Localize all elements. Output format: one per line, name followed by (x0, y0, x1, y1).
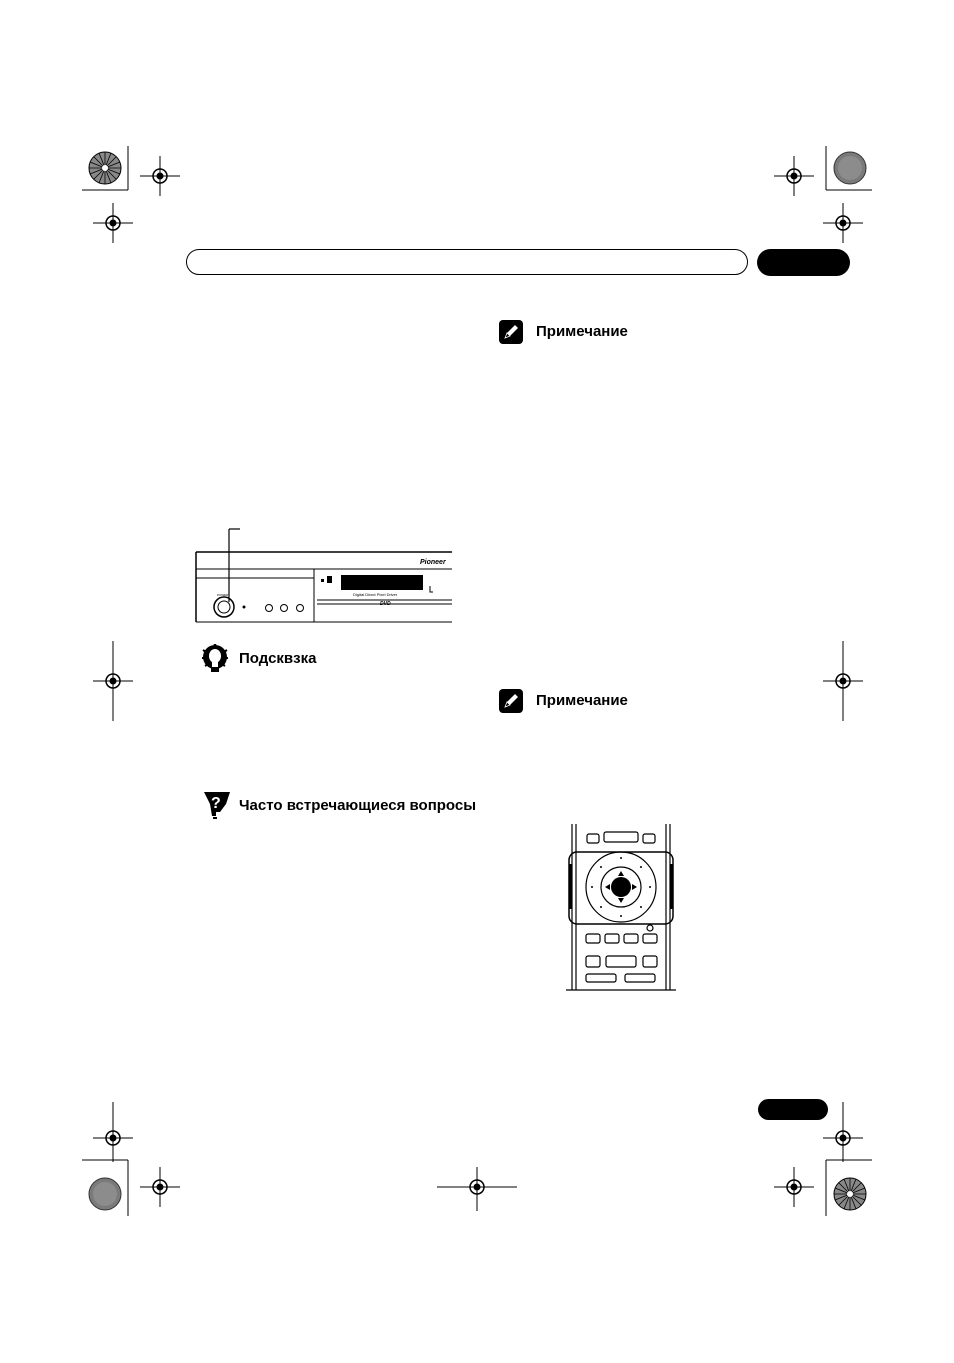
chapter-tab (757, 249, 850, 276)
registration-mark-tl1 (140, 156, 180, 196)
svg-text:?: ? (211, 795, 221, 812)
starburst-target-tl (88, 151, 122, 185)
panel-brand-logo: Pioneer (420, 559, 446, 566)
registration-mark-tr2 (823, 203, 863, 243)
gray-target-tr (833, 151, 867, 185)
panel-format-logo: DVD (380, 601, 391, 607)
tip-heading: Подсквзка (239, 650, 317, 667)
panel-display-caption: Digital Direct Pixel Driver (353, 592, 398, 597)
registration-mark-bc (437, 1167, 517, 1211)
pencil-note-icon (499, 689, 523, 713)
faq-heading: Часто встречающиеся вопросы (239, 797, 477, 814)
pencil-note-icon (499, 320, 523, 344)
registration-mark-ml (93, 641, 133, 721)
lightbulb-icon (201, 644, 229, 674)
registration-mark-tr1 (774, 156, 814, 196)
player-front-panel-illustration (196, 524, 456, 624)
question-head-icon (202, 790, 232, 820)
registration-mark-br2 (774, 1167, 814, 1207)
registration-mark-mr (823, 641, 863, 721)
note-heading-2: Примечание (536, 692, 628, 709)
note-heading-1: Примечание (536, 323, 628, 340)
registration-mark-bl2 (140, 1167, 180, 1207)
header-bar (186, 249, 748, 275)
starburst-target-br (833, 1177, 867, 1211)
registration-mark-br1 (823, 1102, 863, 1162)
remote-control-illustration (566, 824, 676, 994)
registration-mark-bl1 (93, 1102, 133, 1162)
gray-target-bl (88, 1177, 122, 1211)
page-number-tab (758, 1099, 828, 1120)
registration-mark-tl2 (93, 203, 133, 243)
panel-power-label: POWER (217, 593, 229, 597)
